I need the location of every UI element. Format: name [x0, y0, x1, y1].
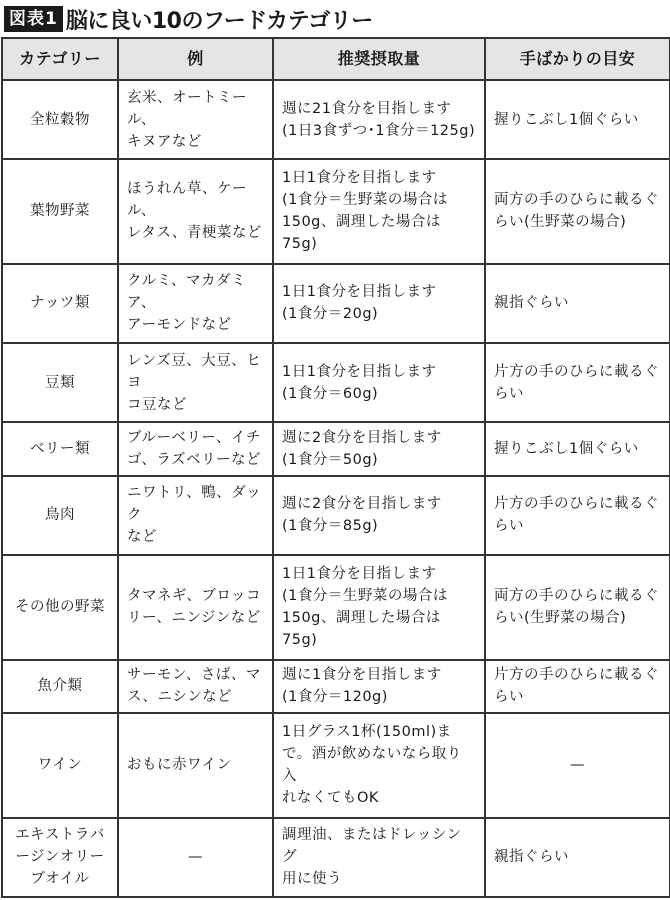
- table-row: [2, 660, 670, 714]
- category-cell: 鳥肉: [2, 476, 118, 555]
- figure-title-text: 脳に良い10のフードカテゴリー: [65, 8, 373, 34]
- table-row: [2, 80, 670, 159]
- figure-title: [4, 2, 373, 36]
- column-header-example: 例: [118, 38, 273, 80]
- intake-cell: 調理油、またはドレッシング 用に使う: [273, 818, 485, 897]
- guide-cell: 親指ぐらい: [485, 264, 670, 343]
- example-cell: おもに赤ワイン: [118, 713, 273, 818]
- guide-cell: 片方の手のひらに載るぐ らい: [485, 660, 670, 714]
- food-category-table: [1, 37, 670, 898]
- guide-cell: 握りこぶし1個ぐらい: [485, 422, 670, 476]
- category-cell: その他の野菜: [2, 555, 118, 660]
- example-cell: サーモン、さば、マ ス、ニシンなど: [118, 660, 273, 714]
- intake-cell: 週に2食分を目指します (1食分＝50g): [273, 422, 485, 476]
- category-cell: 全粒穀物: [2, 80, 118, 159]
- example-cell: ほうれん草、ケール、 レタス、青梗菜など: [118, 159, 273, 264]
- example-cell: ブルーベリー、イチ ゴ、ラズベリーなど: [118, 422, 273, 476]
- column-header-guide: 手ばかりの目安: [485, 38, 670, 80]
- example-cell: ニワトリ、鴨、ダック など: [118, 476, 273, 555]
- example-cell: —: [118, 818, 273, 897]
- guide-cell: 片方の手のひらに載るぐ らい: [485, 476, 670, 555]
- category-cell: 豆類: [2, 343, 118, 422]
- table-row: [2, 264, 670, 343]
- table-header-row: [2, 38, 670, 80]
- category-cell: エキストラバ ージンオリー ブオイル: [2, 818, 118, 897]
- intake-cell: 週に2食分を目指します (1食分＝85g): [273, 476, 485, 555]
- intake-cell: 1日1食分を目指します (1食分＝生野菜の場合は 150g、調理した場合は75g): [273, 555, 485, 660]
- table-row: [2, 422, 670, 476]
- table-row: [2, 343, 670, 422]
- category-cell: ワイン: [2, 713, 118, 818]
- column-header-category: カテゴリー: [2, 38, 118, 80]
- category-cell: ナッツ類: [2, 264, 118, 343]
- table-row: [2, 818, 670, 897]
- guide-cell: 片方の手のひらに載るぐ らい: [485, 343, 670, 422]
- example-cell: クルミ、マカダミア、 アーモンドなど: [118, 264, 273, 343]
- intake-cell: 週に1食分を目指します (1食分＝120g): [273, 660, 485, 714]
- guide-cell: 両方の手のひらに載るぐ らい(生野菜の場合): [485, 555, 670, 660]
- intake-cell: 週に21食分を目指します (1日3食ずつ･1食分＝125g): [273, 80, 485, 159]
- guide-cell: 親指ぐらい: [485, 818, 670, 897]
- intake-cell: 1日1食分を目指します (1食分＝20g): [273, 264, 485, 343]
- intake-cell: 1日グラス1杯(150ml)ま で。酒が飲めないなら取り入 れなくてもOK: [273, 713, 485, 818]
- category-cell: 魚介類: [2, 660, 118, 714]
- table-row: [2, 713, 670, 818]
- guide-cell: —: [485, 713, 670, 818]
- guide-cell: 握りこぶし1個ぐらい: [485, 80, 670, 159]
- category-cell: 葉物野菜: [2, 159, 118, 264]
- guide-cell: 両方の手のひらに載るぐ らい(生野菜の場合): [485, 159, 670, 264]
- example-cell: 玄米、オートミール、 キヌアなど: [118, 80, 273, 159]
- category-cell: ベリー類: [2, 422, 118, 476]
- column-header-intake: 推奨摂取量: [273, 38, 485, 80]
- table-row: [2, 555, 670, 660]
- example-cell: レンズ豆、大豆、ヒヨ コ豆など: [118, 343, 273, 422]
- intake-cell: 1日1食分を目指します (1食分＝生野菜の場合は 150g、調理した場合は75g): [273, 159, 485, 264]
- intake-cell: 1日1食分を目指します (1食分＝60g): [273, 343, 485, 422]
- example-cell: タマネギ、ブロッコ リー、ニンジンなど: [118, 555, 273, 660]
- figure-badge: 図表1: [4, 6, 63, 32]
- table-row: [2, 476, 670, 555]
- table-row: [2, 159, 670, 264]
